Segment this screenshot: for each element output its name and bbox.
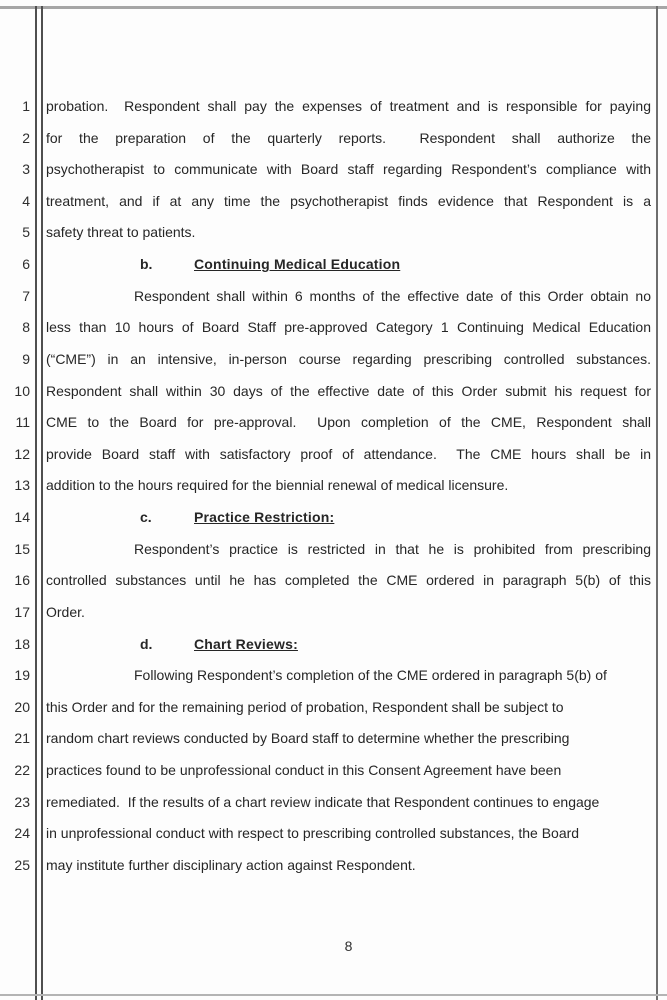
line-number: 25 <box>14 857 30 873</box>
text-line: (“CME”) in an intensive, in-person course regarding prescribing controlled substances. <box>46 351 651 367</box>
line-number: 22 <box>14 762 30 778</box>
text-line: probation. Respondent shall pay the expenses of treatment and is responsible for paying <box>46 98 651 114</box>
text-line: this Order and for the remaining period of probation, Respondent shall be subject to <box>46 699 564 715</box>
line-number: 3 <box>22 161 30 177</box>
section-heading <box>46 248 651 280</box>
line-number: 11 <box>15 414 30 430</box>
heading-title: Continuing Medical Education <box>194 256 401 272</box>
bottom-rule <box>0 994 667 996</box>
page-number: 8 <box>344 938 353 954</box>
line-number: 24 <box>14 825 30 841</box>
line-number: 9 <box>22 351 30 367</box>
text-line: Respondent shall within 6 months of the effective date of this Order obtain no <box>134 288 651 304</box>
line-number: 19 <box>14 667 30 683</box>
text-line: practices found to be unprofessional conduct in this Consent Agreement have been <box>46 762 562 778</box>
line-number: 21 <box>14 730 30 746</box>
line-number: 6 <box>22 256 30 272</box>
text-line: CME to the Board for pre-approval. Upon completion of the CME, Respondent shall <box>46 414 651 430</box>
text-line: Following Respondent’s completion of the CME ordered in paragraph 5(b) of <box>134 667 607 683</box>
left-margin-rule-outer <box>35 6 37 1000</box>
text-line: treatment, and if at any time the psychotherapist finds evidence that Respondent is a <box>46 193 651 209</box>
text-line: in unprofessional conduct with respect to prescribing controlled substances, the Board <box>46 825 580 841</box>
text-line: provide Board staff with satisfactory proof of attendance. The CME hours shall be in <box>46 446 651 462</box>
text-line: random chart reviews conducted by Board staff to determine whether the prescribing <box>46 730 570 746</box>
text-line: addition to the hours required for the biennial renewal of medical licensure. <box>46 477 509 493</box>
line-number: 5 <box>22 224 30 240</box>
line-number: 1 <box>22 98 30 114</box>
line-number: 23 <box>14 794 30 810</box>
left-margin-rule-inner <box>41 6 43 1000</box>
top-rule <box>0 6 667 9</box>
text-line: less than 10 hours of Board Staff pre-approved Category 1 Continuing Medical Education <box>46 319 651 335</box>
line-number: 14 <box>14 509 30 525</box>
text-line: Order. <box>46 604 85 620</box>
line-number: 10 <box>14 383 30 399</box>
text-line: Respondent shall within 30 days of the effective date of this Order submit his request for <box>46 383 651 399</box>
heading-letter: b. <box>140 256 153 272</box>
heading-title: Chart Reviews: <box>194 636 298 652</box>
text-line: psychotherapist to communicate with Board staff regarding Respondent’s compliance with <box>46 161 651 177</box>
right-margin-rule <box>656 6 658 1000</box>
line-number: 2 <box>22 130 30 146</box>
line-number: 18 <box>14 636 30 652</box>
text-line: Respondent’s practice is restricted in that he is prohibited from prescribing <box>134 541 651 557</box>
section-heading <box>46 628 651 660</box>
line-number: 16 <box>14 572 30 588</box>
line-number: 7 <box>22 288 30 304</box>
section-heading <box>46 501 651 533</box>
text-line: controlled substances until he has completed the CME ordered in paragraph 5(b) of this <box>46 572 651 588</box>
line-number: 17 <box>14 604 30 620</box>
line-number: 20 <box>14 699 30 715</box>
text-line: remediated. If the results of a chart review indicate that Respondent continues to engage <box>46 794 600 810</box>
heading-letter: c. <box>140 509 152 525</box>
heading-letter: d. <box>140 636 153 652</box>
line-number: 12 <box>14 446 30 462</box>
line-number: 4 <box>22 193 30 209</box>
line-number: 13 <box>14 477 30 493</box>
text-line: for the preparation of the quarterly reports. Respondent shall authorize the <box>46 130 651 146</box>
text-line: may institute further disciplinary action against Respondent. <box>46 857 416 873</box>
line-number: 8 <box>22 319 30 335</box>
text-line: safety threat to patients. <box>46 224 196 240</box>
line-number: 15 <box>14 541 30 557</box>
heading-title: Practice Restriction: <box>194 509 335 525</box>
